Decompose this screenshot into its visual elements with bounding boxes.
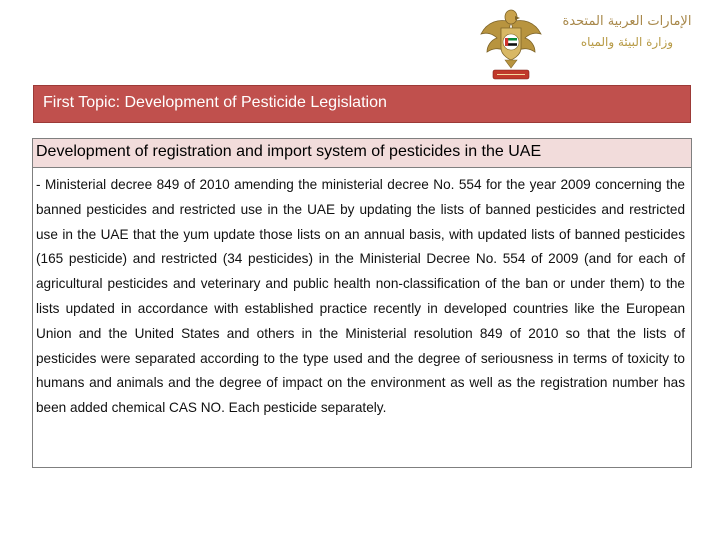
logo-text-line2: وزارة البيئة والمياه	[580, 35, 674, 49]
uae-falcon-emblem-icon	[477, 4, 545, 84]
logo-text-line1: الإمارات العربية المتحدة	[562, 14, 692, 29]
content-body: - Ministerial decree 849 of 2010 amending the ministerial decree No. 554 for the year 2009 concerning the banned pesticides and restricted use in the UAE by updating the lists of banned pesticides and restricted use in the UAE that the yum update those lists on an annual basis, with updated lists of banned pesticides (165 pesticide) and restricted (34 pesticides) in the Ministerial Decree No. 554 of 2009 (and for each of agricultural pesticides and veterinary and public health non-classification of the ban or under them) to the lists updated in accordance with established practice recently in developed countries like the European Union and the United States and others in the Ministerial resolution 849 of 2010 so that the lists of pesticides were separated according to the type used and the degree of seriousness in terms of toxicity to humans and animals and the degree of impact on the environment as well as the registration number has been added chemical CAS NO. Each pesticide separately.	[36, 177, 685, 416]
topic-title: First Topic: Development of Pesticide Legislation	[43, 94, 387, 111]
content-heading: Development of registration and import system of pesticides in the UAE	[33, 139, 691, 168]
ministry-name	[551, 12, 703, 52]
topic-banner	[33, 85, 691, 123]
ministry-logo	[455, 4, 705, 84]
content-box	[32, 138, 692, 468]
